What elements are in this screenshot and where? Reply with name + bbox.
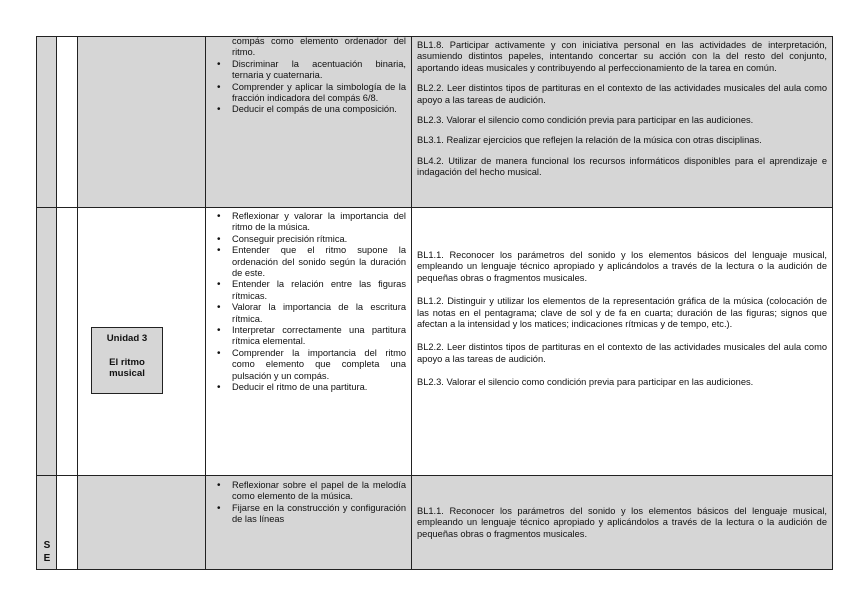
block-cell-row1 — [57, 37, 78, 208]
objective-item: • Deducir el compás de una composición. — [232, 104, 406, 115]
standard-item: BL2.2. Leer distintos tipos de partituras en el contexto de las actividades musicales del aula como apoyo a las tareas de audición. — [417, 342, 827, 364]
objectives-cell-row3 — [206, 476, 412, 570]
objective-item: • Discriminar la acentuación binaria, ternaria y cuaternaria. — [232, 59, 406, 82]
objective-item: • Reflexionar y valorar la importancia del ritmo de la música. — [232, 211, 406, 234]
unit-title-line2: musical — [109, 368, 145, 379]
objectives-list-row1 — [206, 37, 411, 116]
block-cell-row2 — [57, 208, 78, 476]
standards-cell-row1 — [412, 37, 833, 208]
unit-title-line1: El ritmo — [109, 357, 145, 368]
objective-item: • Reflexionar sobre el papel de la melodía como elemento de la música. — [232, 480, 406, 503]
objective-item: • Entender que el ritmo supone la ordenación del sonido según la duración de este. — [232, 245, 406, 279]
standard-item: BL2.2. Leer distintos tipos de partituras en el contexto de las actividades musicales del aula como apoyo a las tareas de audición. — [417, 83, 827, 105]
standards-cell-row3 — [412, 476, 833, 570]
unit-cell-row3 — [78, 476, 206, 570]
objective-item: • Entender la relación entre las figuras rítmicas. — [232, 279, 406, 302]
standard-item: BL3.1. Realizar ejercicios que reflejen la relación de la música con otras disciplinas. — [417, 135, 762, 146]
section-cell-row2 — [37, 208, 57, 476]
objective-item: • Comprender y aplicar la simbología de la fracción indicadora del compás 6/8. — [232, 82, 406, 105]
objective-item: • Conseguir precisión rítmica. — [232, 234, 406, 245]
objective-item: • Valorar la importancia de la escritura rítmica. — [232, 302, 406, 325]
objectives-cell-row1 — [206, 37, 412, 208]
objective-item: • Interpretar correctamente una partitura rítmica elemental. — [232, 325, 406, 348]
standard-item: BL2.3. Valorar el silencio como condición previa para participar en las audiciones. — [417, 115, 754, 126]
block-cell-row3 — [57, 476, 78, 570]
objective-item: • Deducir el ritmo de una partitura. — [232, 382, 406, 393]
objective-item: • Comprender la importancia del ritmo como elemento que completa una pulsación y un compás. — [232, 348, 406, 382]
standard-item: BL1.1. Reconocer los parámetros del sonido y los elementos básicos del lenguaje musical, empleando un lenguaje técnico apropiado y aplicándolos a través de la lectura o la audición de pequeñas obras o fragmentos musicales. — [417, 506, 827, 539]
objective-item: • Fijarse en la construcción y configuración de las líneas — [232, 503, 406, 526]
objectives-cell-row2 — [206, 208, 412, 476]
unit-cell-row1 — [78, 37, 206, 208]
standard-item: BL1.1. Reconocer los parámetros del sonido y los elementos básicos del lenguaje musical, empleando un lenguaje técnico apropiado y aplicándolos a través de la lectura o la audición de pequeñas obras o fragmentos musicales. — [417, 250, 827, 283]
standard-item: BL1.8. Participar activamente y con iniciativa personal en las actividades de interpretación, asumiendo distintos papeles, intentando concertar su acción con la del resto del conjunto, aportando ideas musicales y contribuyendo al perfeccionamiento de la tarea en común. — [417, 40, 827, 73]
curriculum-table — [36, 36, 833, 570]
standard-item: BL1.2. Distinguir y utilizar los elementos de la representación gráfica de la música (colocación de las notas en el pentagrama; clave de sol y de fa en cuarta; duración de las figuras; signos que afectan a la intensidad y los matices; indicaciones rítmicas y de tempo, etc.). — [417, 296, 827, 330]
objectives-list-row2 — [206, 208, 411, 394]
section-letter: S — [43, 540, 51, 551]
standard-item: BL2.3. Valorar el silencio como condición previa para participar en las audiciones. — [417, 377, 754, 388]
section-cell-row3 — [37, 476, 57, 570]
section-cell-row1 — [37, 37, 57, 208]
unit-cell-row2 — [78, 208, 206, 476]
section-letter: E — [43, 553, 51, 564]
section-letters — [41, 539, 53, 565]
objective-item: compás como elemento ordenador del ritmo. — [232, 37, 406, 58]
unit-number: Unidad 3 — [106, 333, 148, 344]
unit-label-box — [91, 327, 163, 394]
objectives-list-row3 — [206, 476, 411, 526]
standards-cell-row2 — [412, 208, 833, 476]
standard-item: BL4.2. Utilizar de manera funcional los recursos informáticos disponibles para el aprendizaje e indagación del hecho musical. — [417, 155, 827, 178]
